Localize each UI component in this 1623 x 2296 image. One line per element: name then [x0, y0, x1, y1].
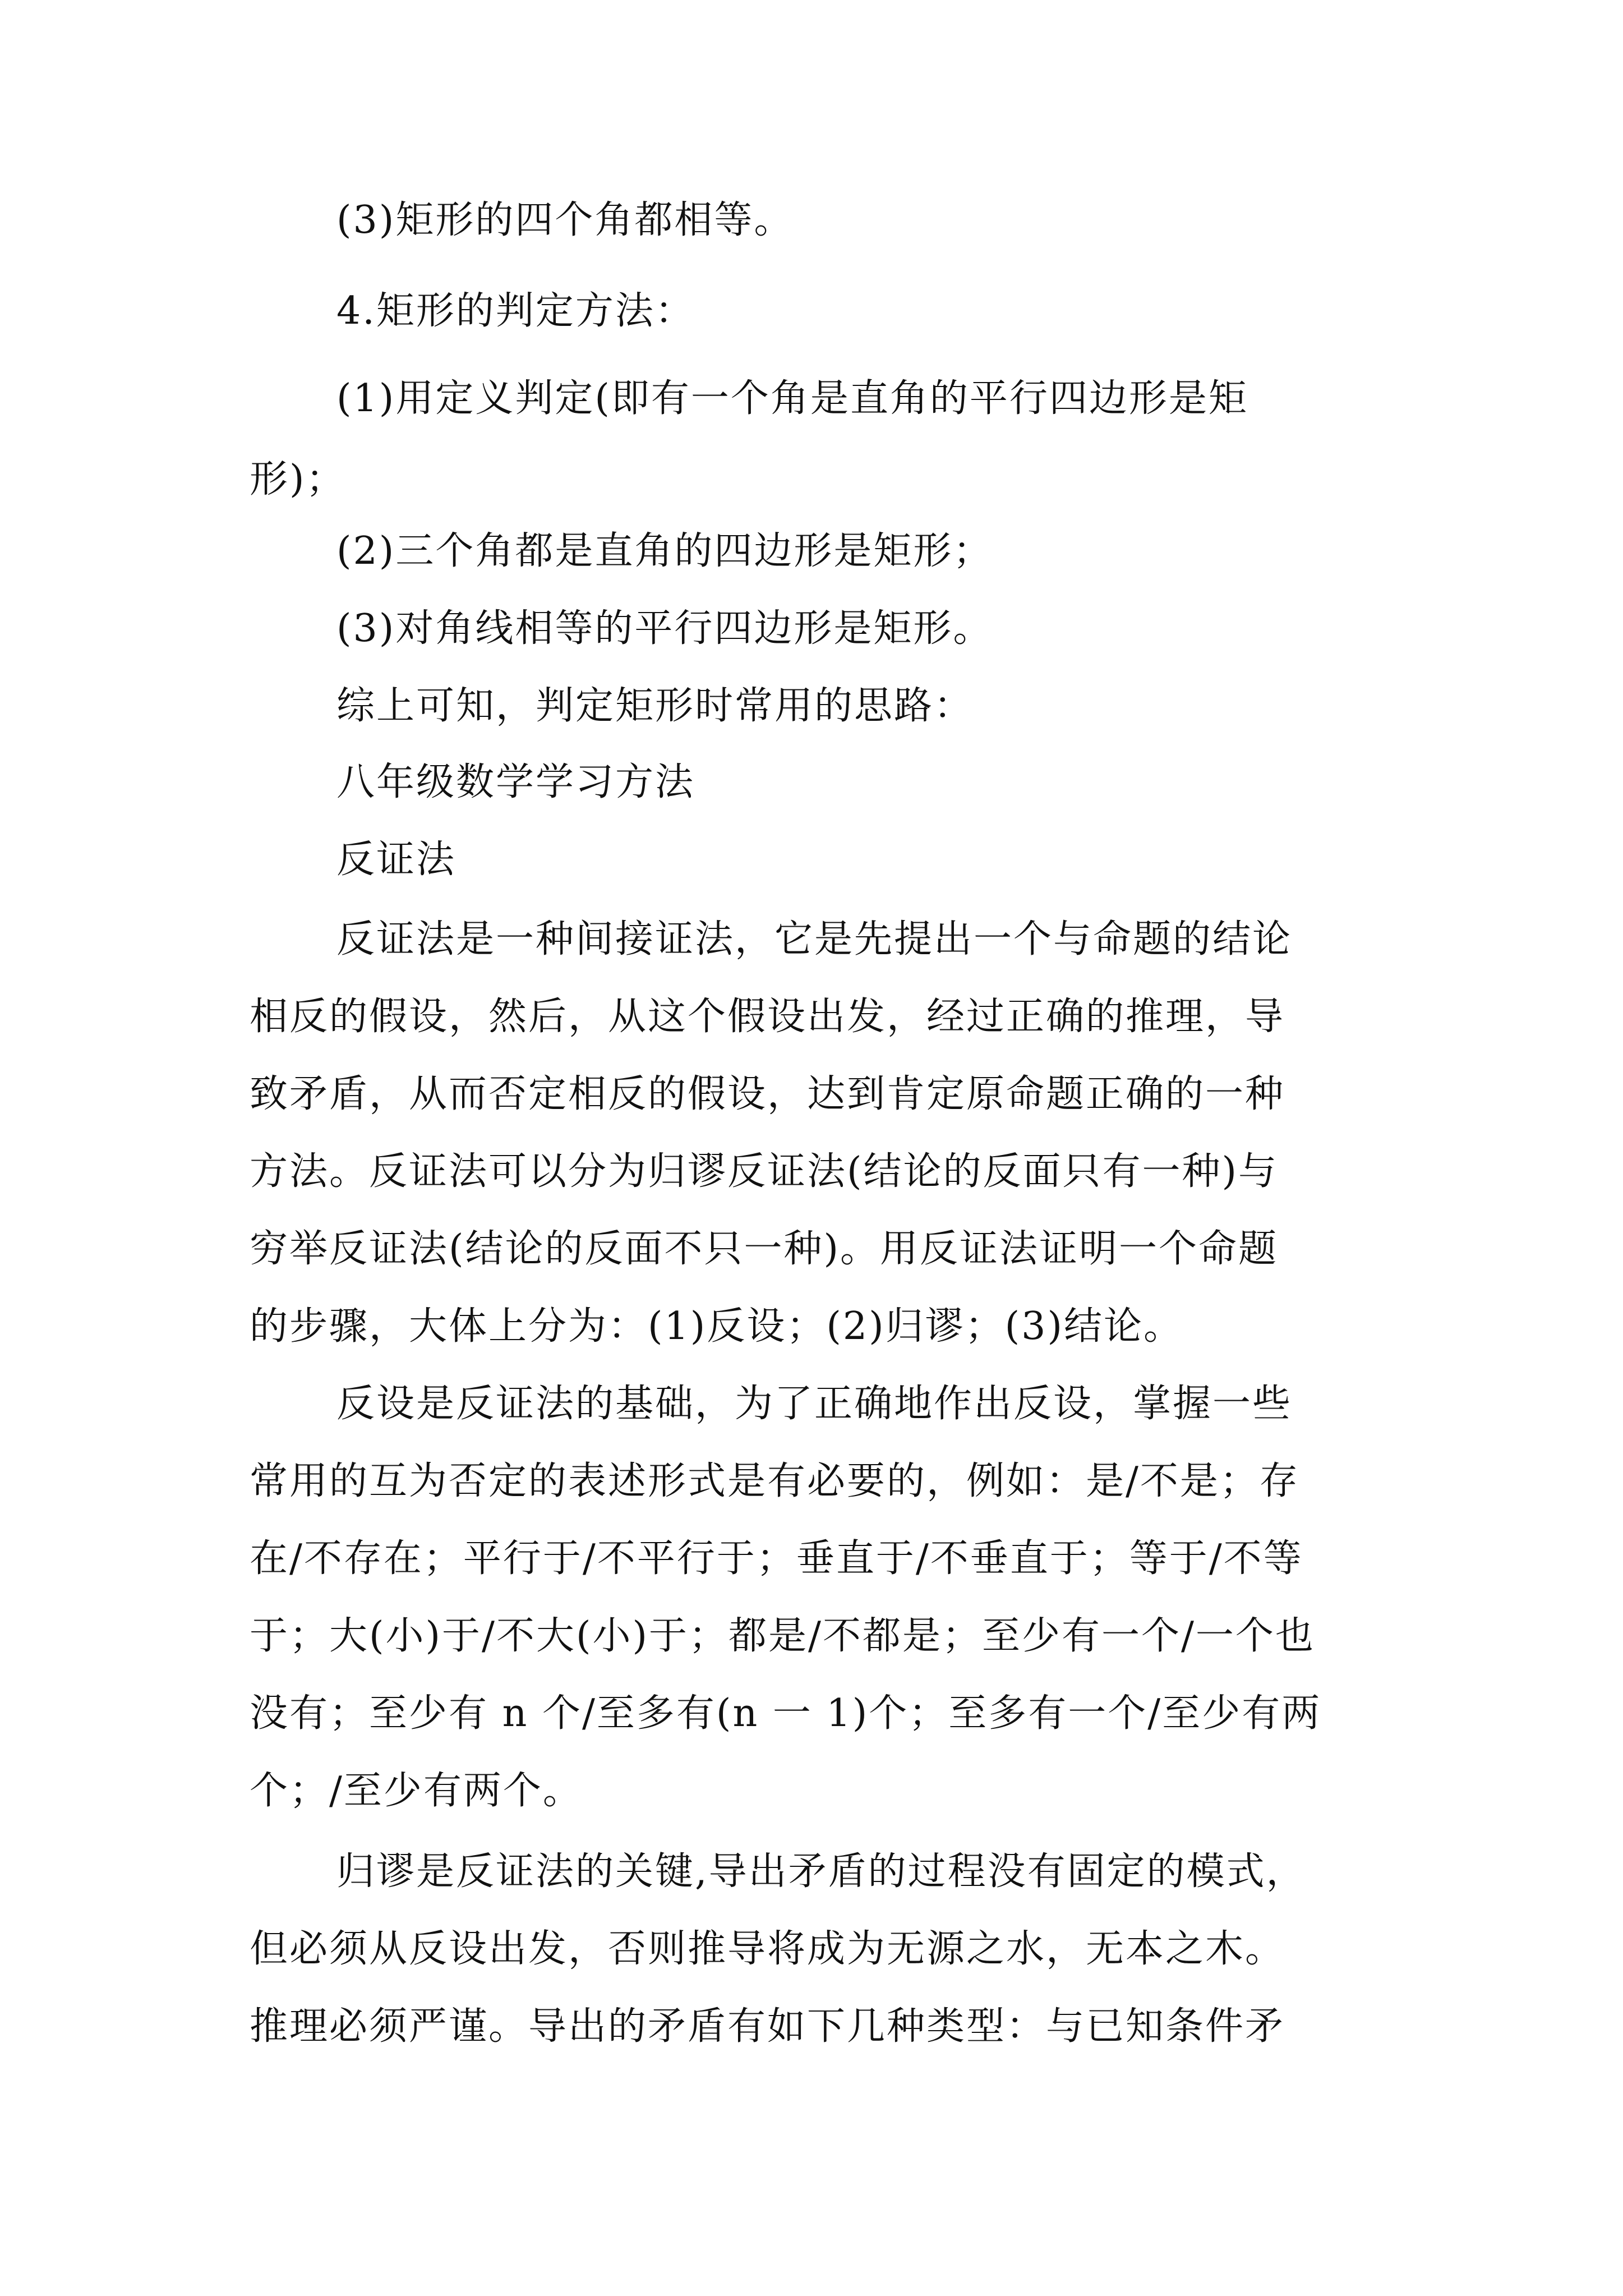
text-line: (3)矩形的四个角都相等。 — [336, 198, 794, 242]
text-line: 推理必须严谨。导出的矛盾有如下几种类型：与已知条件矛 — [250, 2004, 1285, 2049]
text-line: 方法。反证法可以分为归谬反证法(结论的反面只有一种)与 — [250, 1149, 1279, 1194]
text-line: 反设是反证法的基础，为了正确地作出反设，掌握一些 — [336, 1382, 1293, 1426]
text-line: 相反的假设，然后，从这个假设出发，经过正确的推理，导 — [250, 995, 1285, 1039]
text-line: 但必须从反设出发，否则推导将成为无源之水，无本之木。 — [250, 1927, 1285, 1971]
text-line: 4.矩形的判定方法： — [336, 289, 695, 333]
text-line: 个；/至少有两个。 — [250, 1769, 583, 1813]
text-line: 反证法是一种间接证法，它是先提出一个与命题的结论 — [336, 917, 1293, 961]
text-line: 在/不存在；平行于/不平行于；垂直于/不垂直于；等于/不等 — [250, 1536, 1303, 1581]
section-heading: 反证法 — [336, 838, 457, 882]
section-heading: 八年级数学学习方法 — [336, 760, 695, 804]
text-line: 综上可知，判定矩形时常用的思路： — [336, 684, 974, 728]
text-line: 于；大(小)于/不大(小)于；都是/不都是；至少有一个/一个也 — [250, 1614, 1315, 1658]
text-line: 归谬是反证法的关键,导出矛盾的过程没有固定的模式， — [336, 1849, 1306, 1894]
text-line: (3)对角线相等的平行四边形是矩形。 — [336, 606, 993, 651]
text-line: 形)； — [250, 457, 346, 501]
text-line: 的步骤，大体上分为：(1)反设；(2)归谬；(3)结论。 — [250, 1304, 1183, 1349]
text-line: (2)三个角都是直角的四边形是矩形； — [336, 529, 993, 573]
text-line: (1)用定义判定(即有一个角是直角的平行四边形是矩 — [336, 376, 1248, 421]
text-line: 致矛盾，从而否定相反的假设，达到肯定原命题正确的一种 — [250, 1072, 1285, 1116]
text-line: 没有；至少有 n 个/至多有(n 一 1)个；至多有一个/至少有两 — [250, 1691, 1322, 1736]
text-line: 常用的互为否定的表述形式是有必要的，例如：是/不是；存 — [250, 1459, 1299, 1503]
text-line: 穷举反证法(结论的反面不只一种)。用反证法证明一个命题 — [250, 1227, 1279, 1271]
